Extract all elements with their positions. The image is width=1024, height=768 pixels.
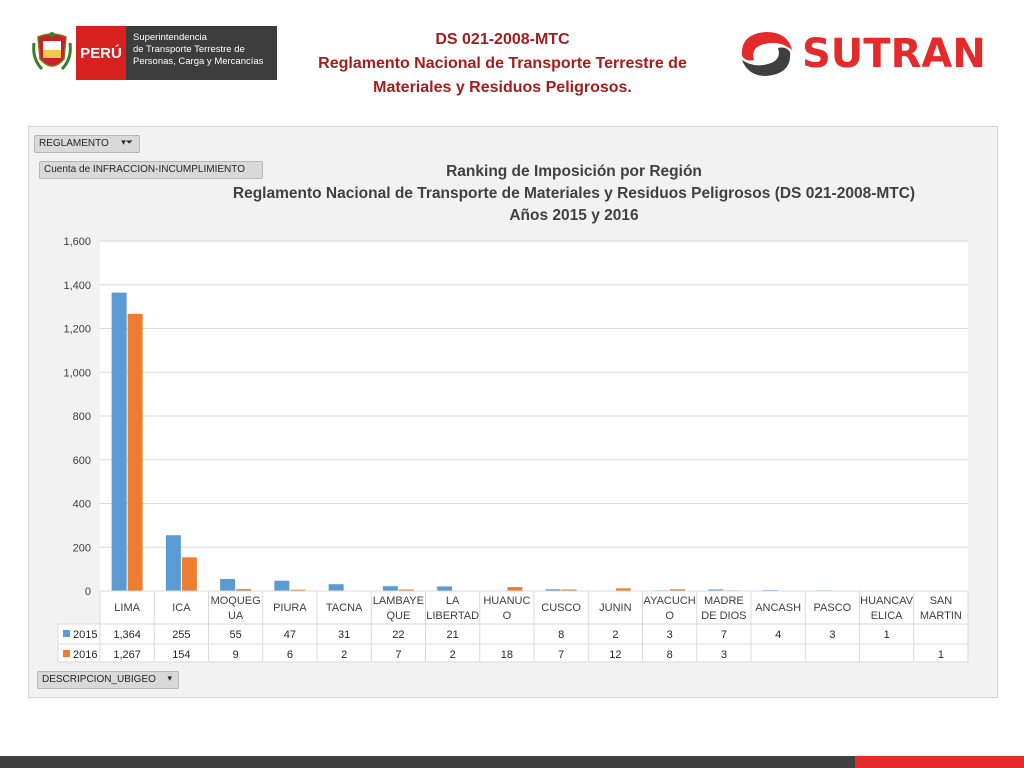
category-label: ANCASH [755,602,802,614]
category-label: HUANCAV [860,595,914,607]
chevron-down-icon[interactable]: ▾ [167,673,172,683]
category-label: UA [227,610,244,622]
category-label: PIURA [273,602,307,614]
axis-field-label: DESCRIPCION_UBIGEO [42,674,156,685]
category-label: PASCO [813,602,852,614]
chart-title-line: Reglamento Nacional de Transporte de Materiales y Residuos Peligrosos (DS 021-2008-MTC) [232,185,916,202]
bar-2015-moquegua [220,579,235,591]
y-tick-label: 1,200 [63,323,91,336]
bar-2015-ica [166,535,181,591]
y-tick-label: 800 [72,411,91,423]
page-title-line: DS 021-2008-MTC [435,31,570,48]
data-label: 55 [229,629,242,641]
data-label: 3 [829,629,836,641]
category-label: LAMBAYE [372,595,424,607]
data-label: 7 [720,629,727,641]
bar-2015-lambayeque [383,586,398,591]
category-label: JUNIN [599,602,632,614]
data-label: 22 [392,629,405,641]
data-label: 12 [609,649,622,661]
data-label: 2 [612,629,619,641]
data-label: 3 [720,649,727,661]
category-label: ICA [172,602,191,614]
bar-2015-piura [274,581,289,591]
agency-line: de Transporte Terrestre de [133,44,245,55]
y-tick-label: 1,000 [63,367,91,380]
agency-line: Personas, Carga y Mercancías [133,56,264,67]
category-label: LA [445,595,460,607]
bar-2015-la-libertad [437,586,452,591]
data-label: 6 [286,649,293,661]
data-label: 47 [283,629,296,641]
brand-name: SUTRAN [802,31,986,77]
y-tick-label: 1,400 [63,279,91,292]
data-label: 3 [666,629,673,641]
chart-title-line: Años 2015 y 2016 [509,207,639,224]
data-label: 8 [558,629,565,641]
page-title-line: Reglamento Nacional de Transporte Terrestre de [318,55,687,72]
agency-line: Superintendencia [133,32,207,43]
y-tick-label: 200 [72,542,91,555]
data-label: 255 [172,629,191,641]
data-label: 2 [341,649,348,661]
category-label: SAN [929,595,953,607]
data-label: 7 [558,649,565,661]
category-label: O [502,610,512,622]
data-label: 8 [666,649,673,661]
y-tick-label: 600 [72,454,91,467]
category-label: TACNA [325,602,363,614]
filter-icon[interactable]: ▾⏷ [121,137,133,147]
category-label: CUSCO [541,602,581,614]
category-label: MARTIN [919,610,962,622]
category-label: O [665,610,674,622]
page-title-line: Materiales y Residuos Peligrosos. [373,79,632,96]
bar-2016-huanuco [507,587,522,591]
chart-title-line: Ranking de Imposición por Región [446,163,702,180]
legend-label-2016: 2016 [73,649,98,661]
bar-2016-ica [182,557,197,591]
data-label: 1,267 [113,649,141,661]
bar-2015-lima [112,293,127,591]
y-tick-label: 400 [72,498,91,511]
category-label: AYACUCH [643,595,696,607]
y-tick-label: 1,600 [63,236,91,248]
footer-accent [855,756,1024,768]
data-label: 18 [500,649,513,661]
data-label: 1 [883,629,890,641]
legend-key-2015 [63,630,70,637]
category-label: MOQUEG [210,595,261,607]
category-label: DE DIOS [701,610,747,622]
filter-field-label: REGLAMENTO [39,138,109,149]
data-label: 9 [232,649,239,661]
data-label: 2 [449,649,456,661]
bar-2016-lima [128,314,143,591]
data-label: 1 [937,649,944,661]
category-label: LIMA [114,602,140,614]
peru-label: PERÚ [76,26,126,80]
data-label: 154 [172,649,191,661]
category-label: LIBERTAD [426,610,480,622]
data-label: 31 [338,629,351,641]
category-label: HUANUC [483,595,531,607]
value-field-label: Cuenta de INFRACCION-INCUMPLIMIENTO [44,164,245,175]
data-label: 4 [775,629,782,641]
data-label: 21 [446,629,459,641]
bar-2015-tacna [329,584,344,591]
category-label: ELICA [870,610,903,622]
data-label: 1,364 [113,629,141,641]
data-label: 7 [395,649,402,661]
legend-key-2016 [63,650,70,657]
legend-label-2015: 2015 [73,629,98,641]
category-label: MADRE [704,595,744,607]
y-tick-label: 0 [84,586,91,598]
category-label: QUE [386,610,411,622]
